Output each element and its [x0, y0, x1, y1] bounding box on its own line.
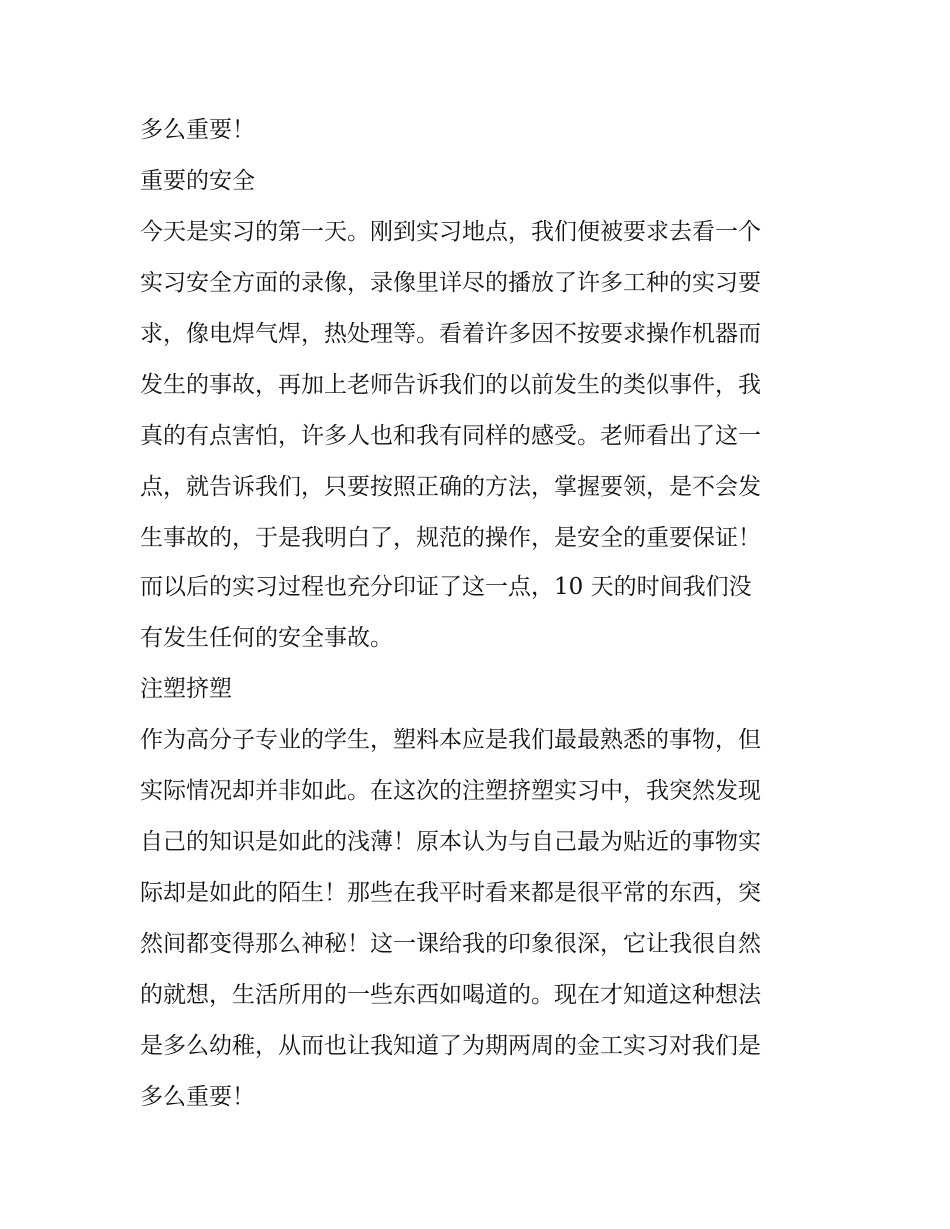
text-line: 求，像电焊气焊，热处理等。看着许多因不按要求操作机器而	[140, 321, 761, 347]
text-line: 自己的知识是如此的浅薄！原本认为与自己最为贴近的事物实	[140, 829, 761, 855]
text-line: 的就想，生活所用的一些东西如喝道的。现在才知道这种想法	[140, 982, 761, 1008]
text-line: 真的有点害怕，许多人也和我有同样的感受。老师看出了这一	[140, 423, 761, 449]
text-line: 有发生任何的安全事故。	[140, 625, 393, 651]
text-line: 然间都变得那么神秘！这一课给我的印象很深，它让我很自然	[140, 931, 761, 957]
text-line: 生事故的，于是我明白了，规范的操作，是安全的重要保证！	[140, 525, 761, 551]
text-line: 实际情况却并非如此。在这次的注塑挤塑实习中，我突然发现	[140, 778, 761, 804]
text-line: 作为高分子专业的学生，塑料本应是我们最最熟悉的事物，但	[140, 727, 761, 753]
text-line: 发生的事故，再加上老师告诉我们的以前发生的类似事件，我	[140, 372, 761, 398]
text-line: 而以后的实习过程也充分印证了这一点，10 天的时间我们没	[140, 574, 752, 600]
section-heading: 重要的安全	[140, 168, 255, 194]
text-line: 实习安全方面的录像，录像里详尽的播放了许多工种的实习要	[140, 270, 761, 296]
text-line: 多么重要！	[140, 1084, 255, 1110]
text-line: 点，就告诉我们，只要按照正确的方法，掌握要领，是不会发	[140, 474, 761, 500]
text-line: 多么重要！	[140, 117, 255, 143]
text-line: 是多么幼稚，从而也让我知道了为期两周的金工实习对我们是	[140, 1033, 761, 1059]
section-heading: 注塑挤塑	[140, 676, 232, 702]
text-line: 今天是实习的第一天。刚到实习地点，我们便被要求去看一个	[140, 219, 761, 245]
text-line: 际却是如此的陌生！那些在我平时看来都是很平常的东西，突	[140, 880, 761, 906]
